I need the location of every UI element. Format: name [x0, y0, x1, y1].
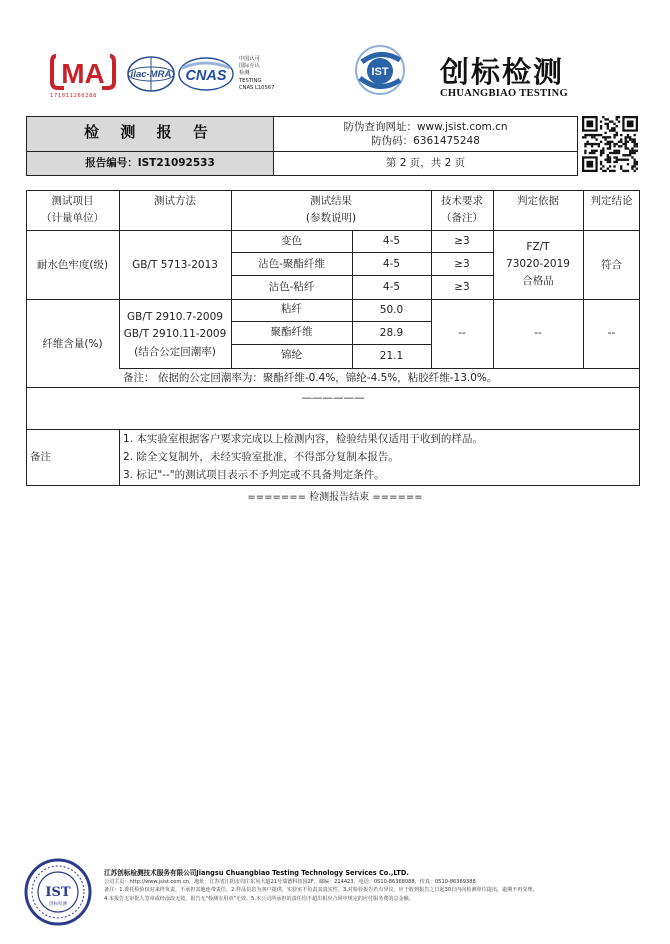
- colorfastness-basis: 73020-2019: [506, 258, 570, 270]
- header-conclusion: 判定结论: [590, 195, 633, 207]
- requirement-value: ≥3: [454, 258, 470, 270]
- note-item: 3. 标记"--"的测试项目表示不予判定或不具备判定条件。: [123, 469, 385, 481]
- fiber-item: 纤维含量(%): [42, 338, 103, 350]
- result-param: 变色: [281, 235, 302, 247]
- cnas-line: CNAS L10567: [239, 84, 275, 91]
- notes-label: 备注: [30, 451, 51, 463]
- result-value: 28.9: [379, 327, 404, 339]
- ilac-mra-logo: [126, 54, 176, 94]
- seal-text: IST: [45, 885, 71, 900]
- ilac-text: ilac-MRA: [130, 69, 172, 80]
- header-result: 测试结果: [310, 195, 352, 207]
- report-end-marker: ======= 检测报告结束 ======: [247, 492, 423, 503]
- result-value: 50.0: [379, 304, 404, 316]
- fiber-basis: --: [534, 327, 542, 339]
- header-basis: 判定依据: [517, 195, 559, 207]
- footer-note: 备注：1.委托检验仅对来样负责，不承担其他连带责任。2.样品信息为客户提供，实验室不负责其真实性。3.对检验报告若有异议，应于收到报告之日起30日内向检测单位提出，逾期不再受理。: [104, 887, 538, 894]
- header-item-unit: （计量单位）: [41, 212, 104, 224]
- report-title: 检 测 报 告: [84, 123, 216, 141]
- header-item: 测试项目: [51, 195, 94, 207]
- header-requirement-note: （备注）: [441, 212, 483, 224]
- fiber-conclusion: --: [607, 327, 616, 339]
- report-number: 报告编号：IST21092533: [27, 152, 273, 175]
- note-item: 1. 本实验室根据客户要求完成以上检测内容，检验结果仅适用于收到的样品。: [123, 433, 483, 445]
- colorfastness-item: 耐水色牢度(级): [36, 259, 109, 271]
- cma-logo: [50, 52, 116, 92]
- anti-fake-code: 防伪码：6361475248: [371, 135, 480, 147]
- requirement-value: ≥3: [454, 281, 470, 293]
- result-param: 沾色-聚酯纤维: [258, 258, 325, 270]
- requirement-value: ≥3: [454, 235, 470, 247]
- brand-name-cn: 创标检测: [440, 55, 565, 89]
- cnas-line: TESTING: [239, 77, 262, 84]
- seal-subtext: 创标检测: [49, 902, 67, 907]
- footer-note: 4.本报告无审批人签章或经涂改无效，报告无"检测专用章"无效。5.本公司所承担的责任均不超出相应合同中规定的应付服务费的总金额。: [104, 895, 414, 902]
- blank-row-rule: ——————: [301, 392, 365, 404]
- qr-code: [582, 116, 638, 174]
- cnas-line: 检测: [239, 70, 250, 77]
- query-url: 防伪查询网址：www.jsist.com.cn: [343, 121, 508, 133]
- remark-moisture-regain: 备注： 依据的公定回潮率为：聚酯纤维-0.4%，锦纶-4.5%，粘胶纤维-13.0%。: [123, 372, 498, 384]
- fiber-method: GB/T 2910.11-2009: [123, 328, 227, 340]
- fiber-method-note: (结合公定回潮率): [134, 346, 216, 358]
- result-value: 21.1: [379, 350, 404, 362]
- result-param: 聚酯纤维: [270, 326, 313, 338]
- cnas-accreditation-text: [239, 56, 274, 92]
- colorfastness-conclusion: 符合: [601, 259, 622, 271]
- result-param: 粘纤: [281, 303, 302, 315]
- result-value: 4-5: [382, 281, 401, 293]
- result-param: 沾色-粘纤: [268, 281, 315, 293]
- cnas-logo-text: CNAS: [185, 68, 227, 84]
- result-value: 4-5: [382, 258, 401, 270]
- cnas-line: 中国认可: [239, 56, 260, 62]
- footer-contact: 公司主页：http://www.jsist.com.cn，地址：江苏省江阴市周庄东风大道21号瑞德科技园2F，邮编：214423，电话：0510-86368088，传真：0510-86369388: [104, 879, 476, 885]
- header-result-param: (参数说明): [305, 212, 357, 224]
- page-info: 第 2 页，共 2 页: [385, 157, 466, 169]
- fiber-requirement: --: [458, 327, 466, 339]
- result-value: 4-5: [382, 235, 401, 247]
- cnas-line: 国际互认: [239, 63, 260, 70]
- note-item: 2. 除全文复制外，未经实验室批准，不得部分复制本报告。: [123, 451, 399, 463]
- test-results-table: [26, 190, 640, 486]
- report-title-block: [26, 116, 578, 176]
- colorfastness-method: GB/T 5713-2013: [132, 259, 218, 271]
- header-logos: [0, 0, 670, 110]
- footer-company: 江苏创标检测技术服务有限公司Jiangsu Chuangbiao Testing Technology Services Co.,LTD.: [104, 869, 409, 877]
- cnas-logo: [178, 56, 234, 92]
- colorfastness-basis: FZ/T: [526, 241, 550, 253]
- cma-number: 171011260288: [50, 93, 97, 99]
- ist-logo: [354, 44, 406, 96]
- header-requirement: 技术要求: [441, 195, 483, 207]
- result-param: 锦纶: [281, 349, 302, 361]
- brand-name-en: CHUANGBIAO TESTING: [440, 88, 569, 99]
- ist-logo-text: IST: [371, 66, 389, 78]
- colorfastness-basis: 合格品: [522, 275, 554, 287]
- ma-logo-text: MA: [61, 58, 105, 89]
- fiber-method: GB/T 2910.7-2009: [127, 311, 223, 323]
- footer-info: [104, 868, 654, 903]
- ist-seal: [24, 858, 92, 926]
- header-method: 测试方法: [154, 195, 196, 207]
